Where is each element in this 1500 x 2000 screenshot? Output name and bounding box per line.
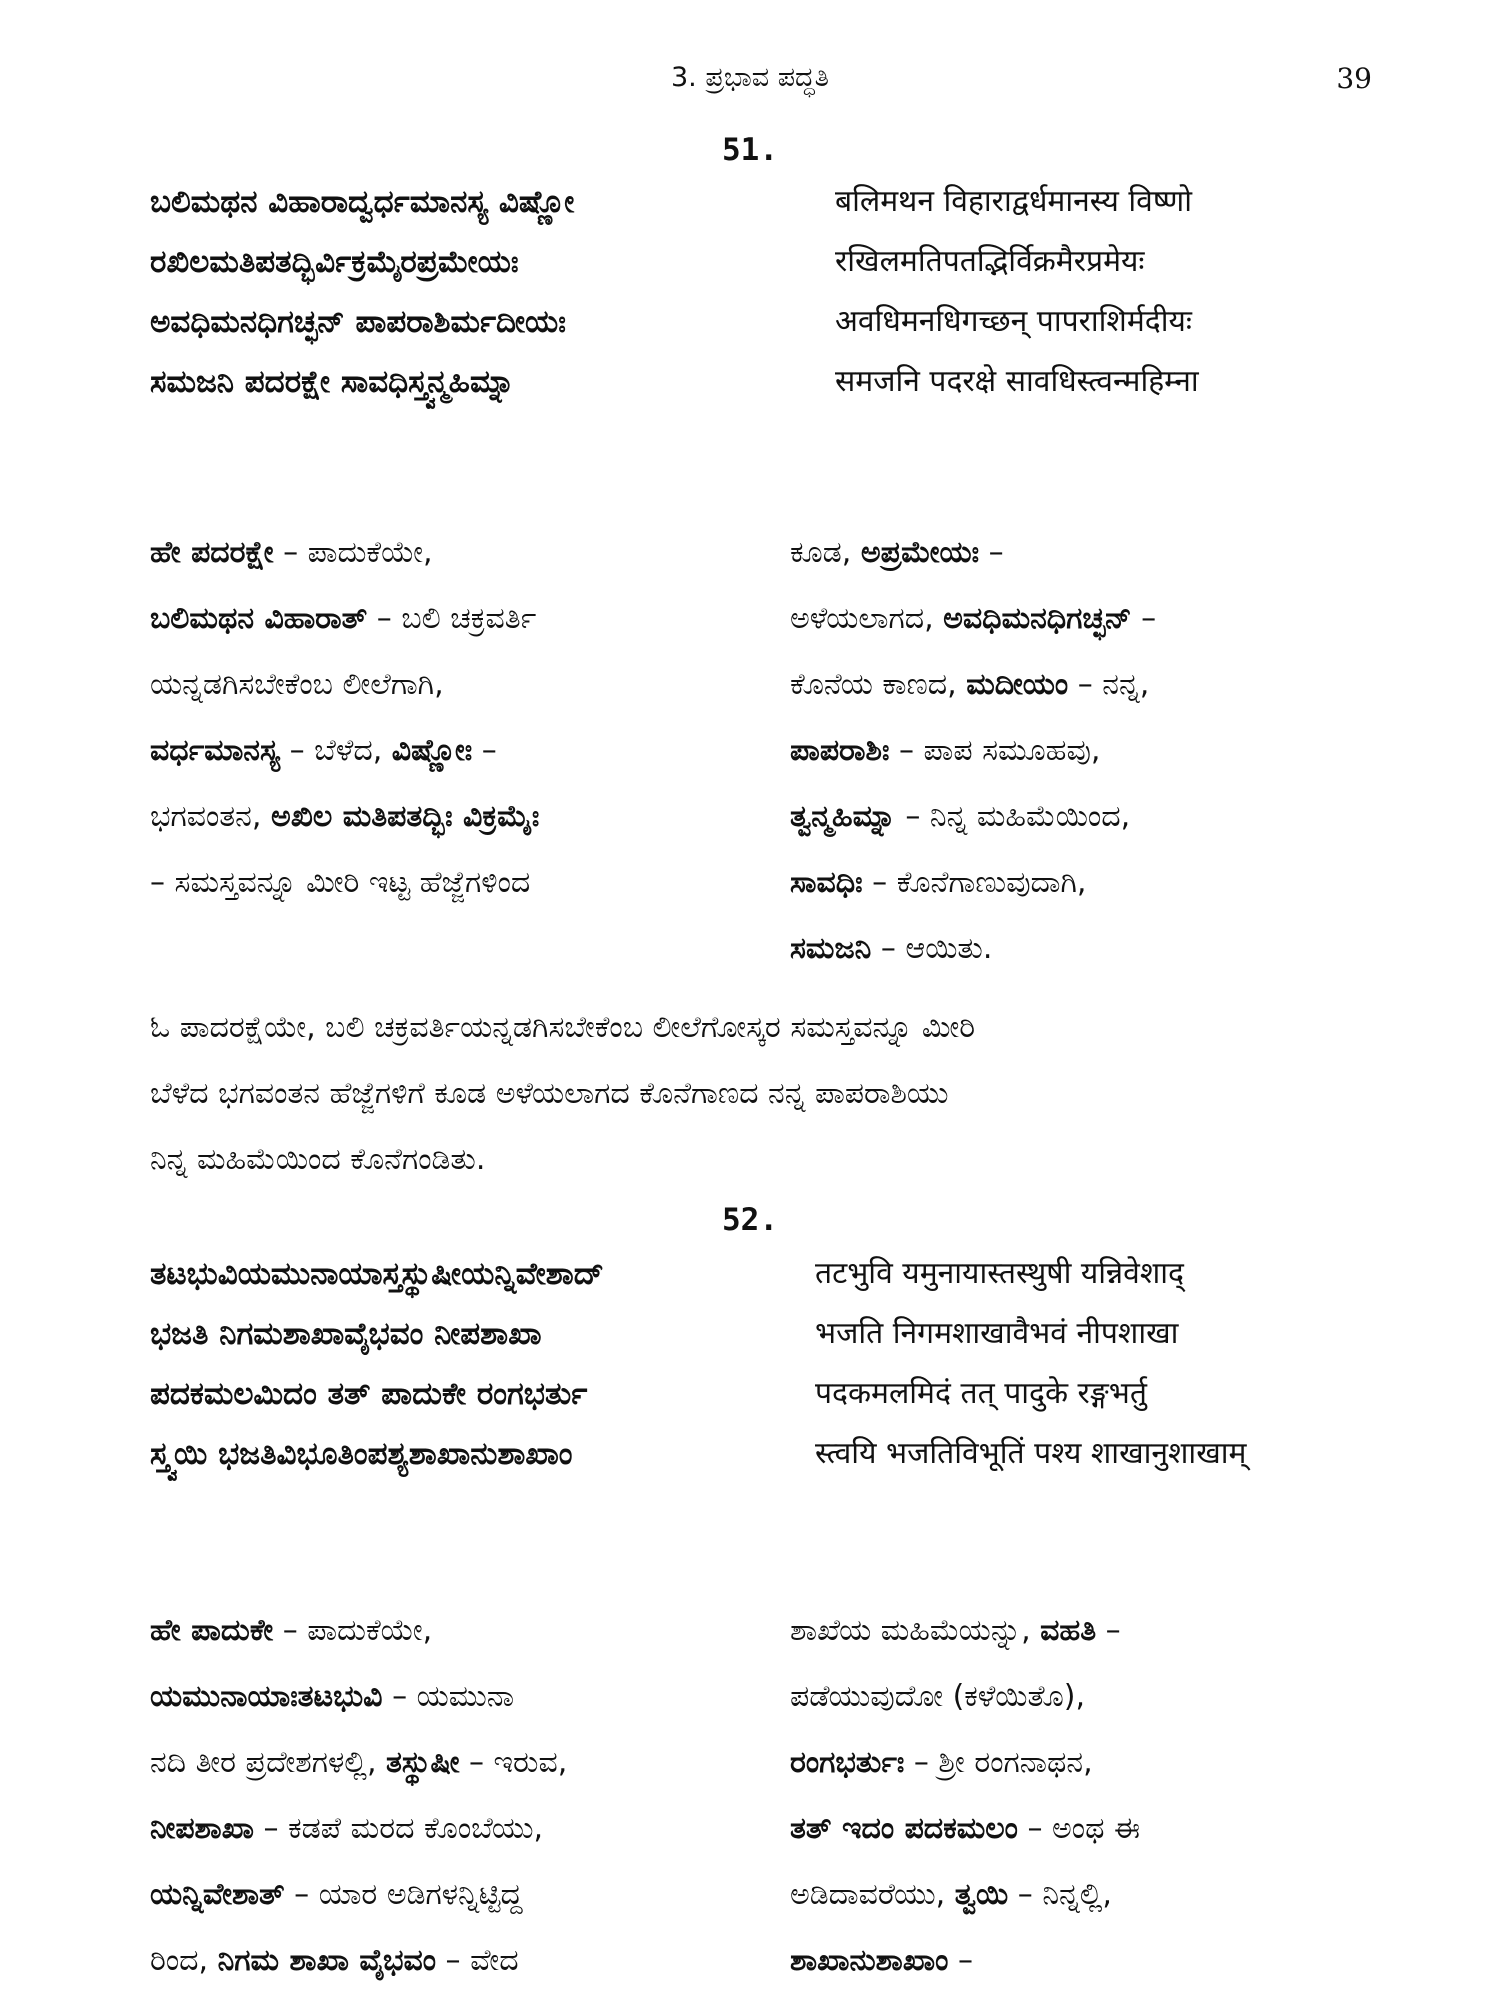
gloss-line: [790, 850, 1375, 916]
gloss-line: [790, 1730, 1375, 1796]
gloss-meaning: ಕೊನೆಗಾಣುವುದಾಗಿ,: [896, 865, 1087, 900]
gloss-line: [150, 1730, 770, 1796]
verse-line: ಸಮಜನಿ ಪದರಕ್ಷೇ ಸಾವಧಿಸ್ತ್ವನ್ಮಹಿಮ್ನಾ: [150, 364, 515, 400]
gloss-term: ತ್ವಯಿ: [954, 1877, 1009, 1912]
gloss-meaning: ಅಂಥ ಈ: [1052, 1811, 1141, 1846]
gloss-meaning: ಪಡೆಯುವುದೋ (ಕಳೆಯಿತೊ),: [790, 1679, 1085, 1714]
gloss-meaning: ಕಡಪೆ ಮರದ ಕೊಂಬೆಯು,: [288, 1811, 544, 1846]
gloss-line: [150, 520, 770, 586]
gloss-term: ಅಪ್ರಮೇಯಃ: [860, 535, 980, 570]
gloss-meaning: –: [472, 733, 497, 768]
gloss-term: ನೀಪಶಾಖಾ: [150, 1811, 255, 1846]
sanskrit-verse: [815, 1244, 1375, 1484]
gloss-line: [790, 1796, 1375, 1862]
verse-line: ಭಜತಿ ನಿಗಮಶಾಖಾವೈಭವಂ ನೀಪಶಾಖಾ: [150, 1316, 542, 1352]
gloss-meaning: ಬೆಳೆದ,: [314, 733, 392, 768]
gloss-term: ತಸ್ಥುಷೀ: [386, 1745, 460, 1780]
gloss-line: [150, 1664, 770, 1730]
gloss-meaning: ಶ್ರೀ ರಂಗನಾಥನ,: [938, 1745, 1093, 1780]
gloss-meaning: ಭಗವಂತನ,: [150, 799, 271, 834]
gloss-term: ಯಮುನಾಯಾಃತಟಭುವಿ: [150, 1679, 383, 1714]
gloss-term: ಬಲಿಮಥನ ವಿಹಾರಾತ್: [150, 601, 368, 636]
gloss-line: [790, 1598, 1375, 1664]
verse-line: ಅವಧಿಮನಧಿಗಚ್ಛನ್ ಪಾಪರಾಶಿರ್ಮದೀಯಃ: [150, 304, 566, 340]
gloss-line: [790, 1928, 1375, 1994]
verse-number: 52.: [722, 1202, 778, 1238]
gloss-term: ಶಾಖಾನುಶಾಖಾಂ: [790, 1943, 949, 1978]
gloss-meaning: ನದಿ ತೀರ ಪ್ರದೇಶಗಳಲ್ಲಿ,: [150, 1745, 387, 1780]
gloss-line: [790, 784, 1375, 850]
verse-line: ತಟಭುವಿಯಮುನಾಯಾಸ್ತಸ್ಥುಷೀಯನ್ನಿವೇಶಾದ್: [150, 1256, 604, 1292]
gloss-line: [150, 1598, 770, 1664]
word-gloss-right: [790, 520, 1375, 982]
gloss-term: ಪಾಪರಾಶಿಃ: [790, 733, 890, 768]
gloss-separator: –: [871, 931, 906, 966]
gloss-meaning: ಅಡಿದಾವರೆಯು,: [790, 1877, 955, 1912]
gloss-term: ಸಾವಧಿಃ: [790, 865, 863, 900]
gloss-meaning: –: [1096, 1613, 1121, 1648]
gloss-meaning: ಆಯಿತು.: [905, 931, 993, 966]
gloss-line: [150, 1928, 770, 1994]
word-gloss-right: [790, 1598, 1375, 1994]
verse-line: ಪದಕಮಲಮಿದಂ ತತ್ ಪಾದುಕೇ ರಂಗಭರ್ತು: [150, 1376, 588, 1412]
word-gloss-left: [150, 520, 770, 916]
gloss-separator: –: [284, 1877, 319, 1912]
gloss-line: [790, 718, 1375, 784]
verse-line: समजनि पदरक्षे सावधिस्त्वन्महिम्ना: [835, 364, 1199, 399]
verse-line: ಬಲಿಮಥನ ವಿಹಾರಾದ್ವರ್ಧಮಾನಸ್ಯ ವಿಷ್ಣೋ: [150, 184, 575, 220]
gloss-meaning: ಬಲಿ ಚಕ್ರವರ್ತಿ: [401, 601, 537, 636]
gloss-meaning: ಯಾರ ಅಡಿಗಳನ್ನಿಟ್ಟಿದ್ದ: [318, 1877, 523, 1912]
page-number: 39: [1336, 62, 1372, 95]
kannada-verse: [150, 1244, 800, 1484]
gloss-term: ನಿಗಮ ಶಾಖಾ ವೈಭವಂ: [217, 1943, 437, 1978]
gloss-meaning: – ಸಮಸ್ತವನ್ನೂ ಮೀರಿ ಇಟ್ಟ ಹೆಜ್ಜೆಗಳಿಂದ: [150, 865, 531, 900]
running-header-title: 3. ಪ್ರಭಾವ ಪದ್ಧತಿ: [671, 62, 829, 93]
gloss-meaning: ಅಳೆಯಲಾಗದ,: [790, 601, 944, 636]
gloss-line: [790, 1664, 1375, 1730]
gloss-term: ವಹತಿ: [1040, 1613, 1097, 1648]
gloss-line: [790, 1862, 1375, 1928]
gloss-separator: –: [273, 1613, 308, 1648]
verse-meaning: [150, 995, 1375, 1193]
gloss-term: ತತ್ ಇದಂ ಪದಕಮಲಂ: [790, 1811, 1018, 1846]
verse-line: ರಖಿಲಮತಿಪತದ್ಭಿರ್ವಿಕ್ರಮೈರಪ್ರಮೇಯಃ: [150, 244, 519, 280]
kannada-verse: [150, 172, 750, 412]
verse-line: पदकमलमिदं तत् पादुके रङ्गभर्तु: [815, 1376, 1147, 1411]
gloss-meaning: – ವೇದ: [436, 1943, 519, 1978]
gloss-meaning: – ನಿನ್ನಲ್ಲಿ,: [1008, 1877, 1112, 1912]
gloss-meaning: ಯಮುನಾ: [416, 1679, 515, 1714]
gloss-meaning: ಪಾದುಕೆಯೇ,: [307, 535, 433, 570]
verse-number: 51.: [722, 132, 778, 168]
gloss-line: [790, 586, 1375, 652]
meaning-line: ನಿನ್ನ ಮಹಿಮೆಯಿಂದ ಕೊನೆಗಂಡಿತು.: [150, 1142, 486, 1177]
word-gloss-left: [150, 1598, 770, 1994]
gloss-line: [790, 652, 1375, 718]
meaning-line: ಬೆಳೆದ ಭಗವಂತನ ಹೆಜ್ಜೆಗಳಿಗೆ ಕೂಡ ಅಳೆಯಲಾಗದ ಕೊನೆಗಾಣದ ನನ್ನ ಪಾಪರಾಶಿಯು: [150, 1076, 949, 1111]
gloss-line: [150, 784, 770, 850]
gloss-separator: –: [862, 865, 897, 900]
verse-line: भजति निगमशाखावैभवं नीपशाखा: [815, 1316, 1179, 1351]
verse-line: ಸ್ತ್ವಯಿ ಭಜತಿವಿಭೂತಿಂಪಶ್ಯಶಾಖಾನುಶಾಖಾಂ: [150, 1436, 573, 1472]
gloss-separator: –: [280, 733, 315, 768]
gloss-separator: –: [895, 799, 930, 834]
gloss-line: [150, 1862, 770, 1928]
gloss-meaning: – ನನ್ನ,: [1068, 667, 1150, 702]
gloss-separator: –: [1017, 1811, 1053, 1846]
gloss-meaning: –: [1131, 601, 1157, 636]
gloss-term: ರಂಗಭರ್ತುಃ: [790, 1745, 905, 1780]
verse-line: तटभुवि यमुनायास्तस्थुषी यन्निवेशाद्: [815, 1256, 1184, 1291]
gloss-line: [150, 718, 770, 784]
gloss-separator: –: [948, 1943, 973, 1978]
gloss-term: ಹೇ ಪಾದುಕೇ: [150, 1613, 274, 1648]
gloss-line: [150, 652, 770, 718]
verse-line: स्त्वयि भजतिविभूतिं पश्य शाखानुशाखाम्: [815, 1436, 1247, 1471]
gloss-separator: –: [367, 601, 402, 636]
gloss-meaning: ಪಾಪ ಸಮೂಹವು,: [923, 733, 1101, 768]
gloss-meaning: ನಿನ್ನ ಮಹಿಮೆಯಿಂದ,: [929, 799, 1131, 834]
gloss-line: [150, 1796, 770, 1862]
gloss-meaning: –: [979, 535, 1004, 570]
gloss-term: ಮದೀಯಂ: [966, 667, 1069, 702]
gloss-line: [150, 850, 770, 916]
gloss-meaning: ಶಾಖೆಯ ಮಹಿಮೆಯನ್ನು,: [790, 1613, 1041, 1648]
sanskrit-verse: [835, 172, 1375, 412]
gloss-meaning: ಯನ್ನಡಗಿಸಬೇಕೆಂಬ ಲೀಲೆಗಾಗಿ,: [150, 667, 444, 702]
gloss-line: [790, 916, 1375, 982]
gloss-meaning: ಕೊನೆಯ ಕಾಣದ,: [790, 667, 967, 702]
meaning-line: ಓ ಪಾದರಕ್ಷೆಯೇ, ಬಲಿ ಚಕ್ರವರ್ತಿಯನ್ನಡಗಿಸಬೇಕೆಂಬ ಲೀಲೆಗೋಸ್ಕರ ಸಮಸ್ತವನ್ನೂ ಮೀರಿ: [150, 1010, 976, 1045]
gloss-term: ವಿಷ್ಣೋಃ: [391, 733, 473, 768]
verse-line: अवधिमनधिगच्छन् पापराशिर्मदीयः: [835, 304, 1192, 339]
gloss-meaning: ಕೂಡ,: [790, 535, 861, 570]
gloss-separator: –: [382, 1679, 417, 1714]
gloss-separator: –: [254, 1811, 289, 1846]
gloss-term: ಸಮಜನಿ: [790, 931, 872, 966]
verse-line: बलिमथन विहाराद्वर्धमानस्य विष्णो: [835, 184, 1192, 219]
gloss-meaning: ರಿಂದ,: [150, 1943, 218, 1978]
gloss-separator: –: [904, 1745, 939, 1780]
gloss-term: ಅಖಿಲ ಮತಿಪತದ್ಭಿಃ ವಿಕ್ರಮೈಃ: [270, 799, 540, 834]
gloss-meaning: – ಇರುವ,: [459, 1745, 568, 1780]
gloss-separator: –: [889, 733, 924, 768]
gloss-line: [150, 586, 770, 652]
gloss-term: ಹೇ ಪದರಕ್ಷೇ: [150, 535, 274, 570]
gloss-separator: –: [273, 535, 308, 570]
gloss-term: ಅವಧಿಮನಧಿಗಚ್ಛನ್: [943, 601, 1132, 636]
gloss-term: ವರ್ಧಮಾನಸ್ಯ: [150, 733, 281, 768]
gloss-term: ಯನ್ನಿವೇಶಾತ್: [150, 1877, 285, 1912]
verse-line: रखिलमतिपतद्भिर्विक्रमैरप्रमेयः: [835, 244, 1145, 279]
gloss-meaning: ಪಾದುಕೆಯೇ,: [307, 1613, 433, 1648]
gloss-term: ತ್ವನ್ಮಹಿಮ್ನಾ: [790, 799, 896, 834]
gloss-line: [790, 520, 1375, 586]
